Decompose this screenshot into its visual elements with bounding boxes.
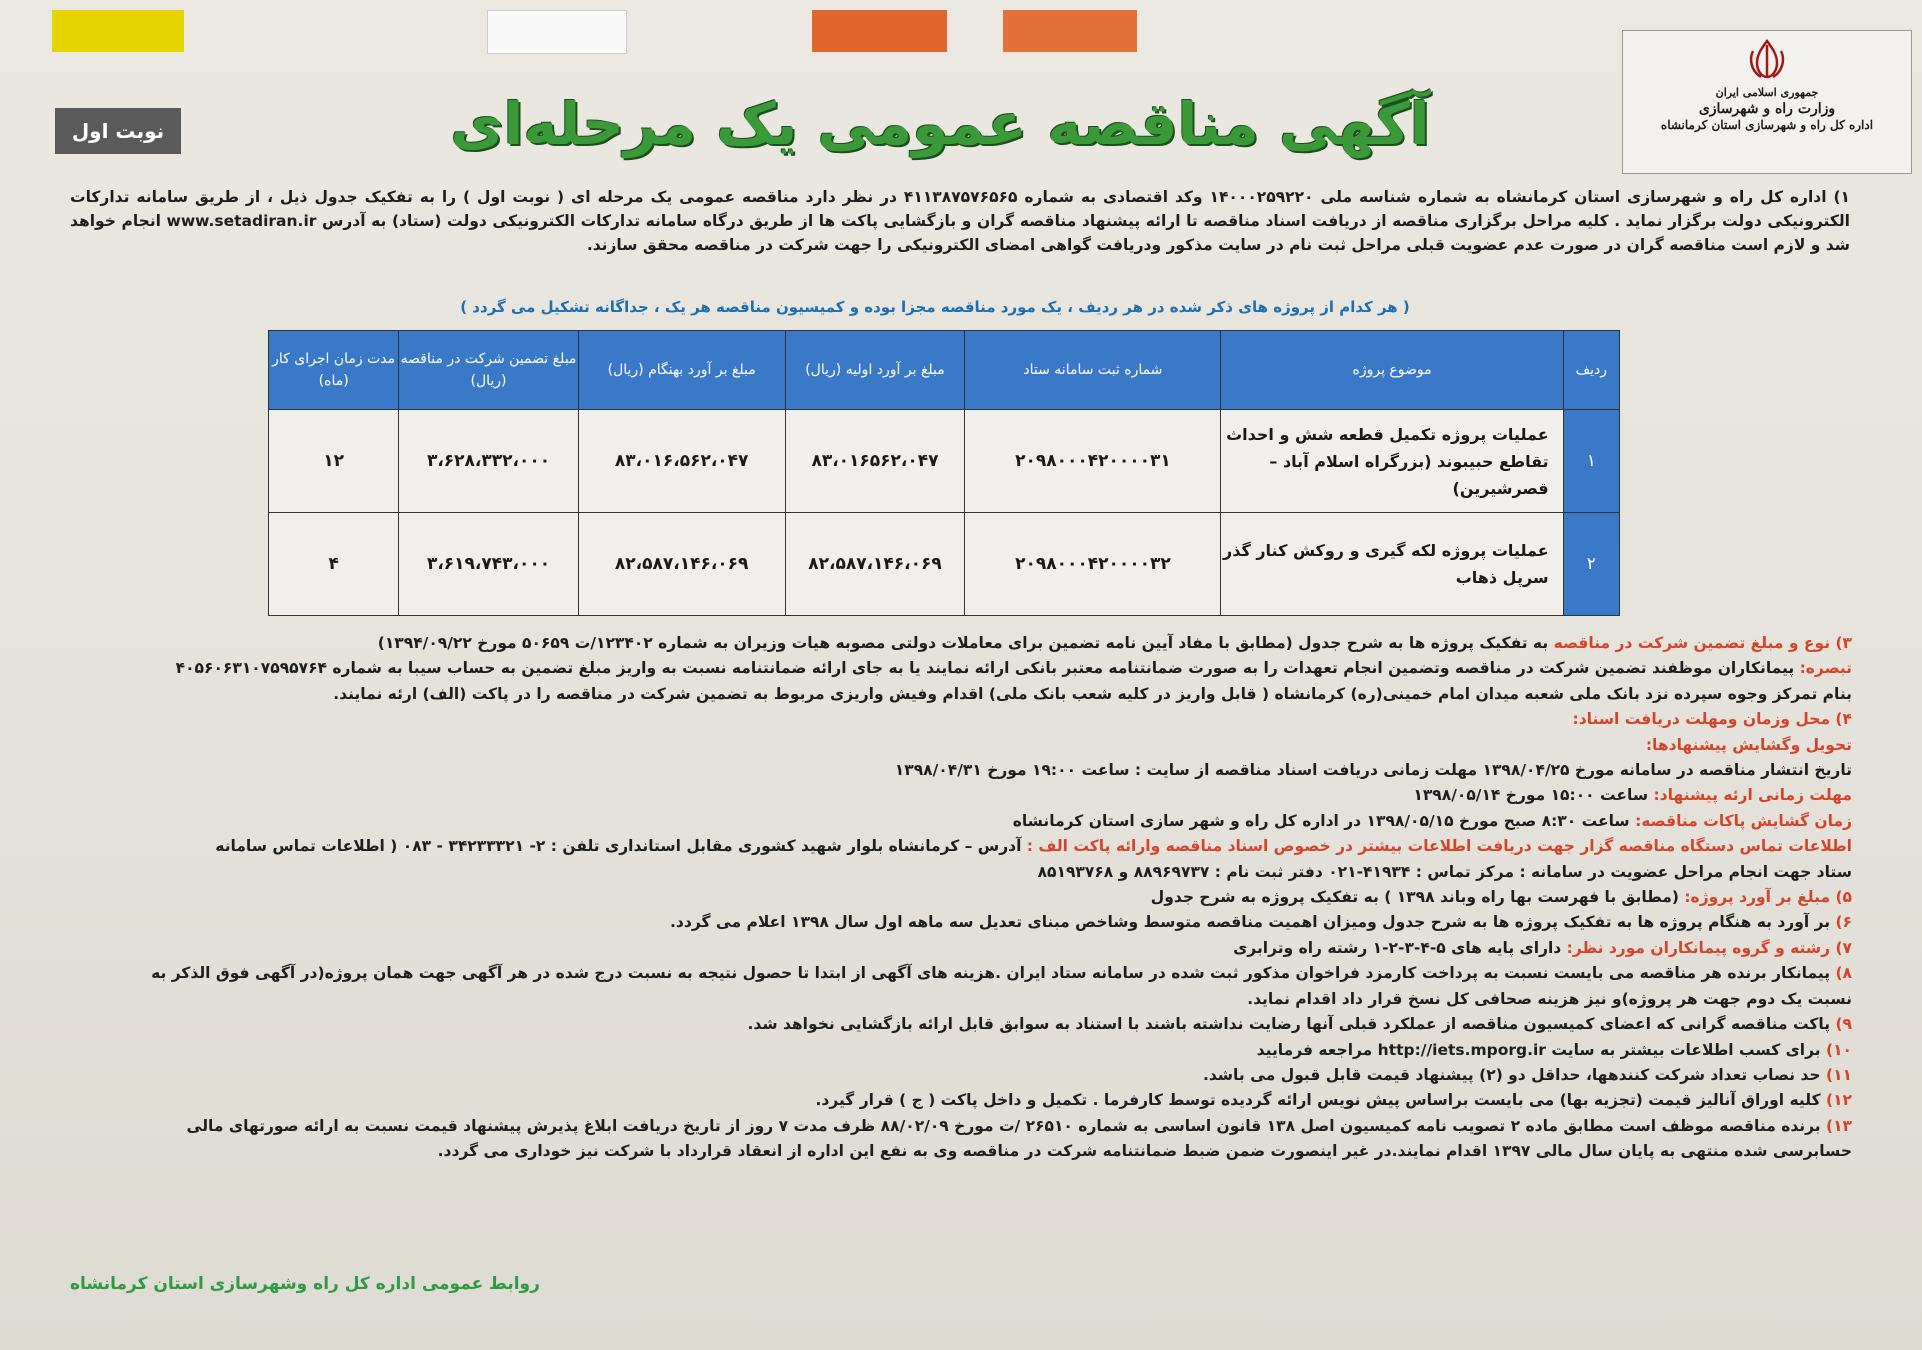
- condition-heading: ۷) رشته و گروه پیمانکاران مورد نظر:: [1566, 938, 1852, 957]
- cell-updated-estimate: ۸۲،۵۸۷،۱۴۶،۰۶۹: [578, 513, 785, 616]
- condition-line: [62, 733, 1852, 758]
- condition-line: [62, 1114, 1852, 1139]
- condition-line: [62, 758, 1852, 783]
- registration-bar-yellow: [52, 10, 184, 52]
- iran-emblem-icon: [1747, 37, 1787, 81]
- condition-line: [62, 834, 1852, 859]
- org-line-1: جمهوری اسلامی ایران: [1715, 86, 1819, 99]
- condition-line: [62, 1012, 1852, 1037]
- col-header-setad-number: شماره ثبت سامانه ستاد: [965, 331, 1221, 410]
- condition-heading: ۱۱): [1825, 1065, 1852, 1084]
- condition-heading: ۱۰): [1825, 1040, 1852, 1059]
- condition-heading: زمان گشایش پاکات مناقصه:: [1635, 811, 1852, 830]
- condition-text: حسابرسی شده منتهی به پایان سال مالی ۱۳۹۷ اقدام نمایند.در غیر اینصورت ضمن ضبط ضمانتنامه شرکت در مناقصه وی به نفع این اداره از انعقاد قرارداد با شرکت نیز خوداری می گردد.: [437, 1142, 1852, 1161]
- cell-initial-estimate: ۸۳،۰۱۶۵۶۲،۰۴۷: [785, 410, 965, 513]
- condition-heading: اطلاعات تماس دستگاه مناقصه گزار جهت دریافت اطلاعات بیشتر در خصوص اسناد مناقصه وارائه پاکت الف :: [1026, 837, 1852, 856]
- condition-line: [62, 1088, 1852, 1113]
- condition-line: [62, 987, 1852, 1012]
- org-line-2: وزارت راه و شهرسازی: [1698, 101, 1836, 117]
- col-header-initial-estimate: مبلغ بر آورد اولیه (ریال): [785, 331, 965, 410]
- condition-text: پاکت مناقصه گرانی که اعضای کمیسیون مناقصه از عملکرد قبلی آنها رضایت نداشته باشند با استناد به سوابق قابل ارائه بازگشایی نخواهد شد.: [747, 1015, 1836, 1034]
- condition-text: تاریخ انتشار مناقصه در سامانه مورخ ۱۳۹۸/۰۴/۲۵ مهلت زمانی دریافت اسناد مناقصه از سایت : ساعت ۱۹:۰۰ مورخ ۱۳۹۸/۰۴/۳۱: [894, 761, 1852, 780]
- round-badge: نوبت اول: [55, 108, 181, 154]
- table-row: [269, 410, 1620, 513]
- condition-heading: ۱۲): [1825, 1091, 1852, 1110]
- cell-row-number: ۱: [1563, 410, 1619, 513]
- condition-text: ساعت ۱۵:۰۰ مورخ ۱۳۹۸/۰۵/۱۴: [1413, 786, 1654, 805]
- table-note: ( هر کدام از پروژه های ذکر شده در هر ردیف ، یک مورد مناقصه مجزا بوده و کمیسیون مناقصه هر یک ، جداگانه تشکیل می گردد ): [460, 298, 1410, 316]
- condition-heading: ۶): [1835, 913, 1852, 932]
- condition-heading: ۸): [1835, 964, 1852, 983]
- cell-setad-number: ۲۰۹۸۰۰۰۴۲۰۰۰۰۳۲: [965, 513, 1221, 616]
- col-header-duration: مدت زمان اجرای کار (ماه): [269, 331, 399, 410]
- condition-text: حد نصاب تعداد شرکت کنندهها، حداقل دو (۲) پیشنهاد قیمت قابل قبول می باشد.: [1202, 1065, 1826, 1084]
- col-header-row-number: ردیف: [1563, 331, 1619, 410]
- condition-text: ستاد جهت انجام مراحل عضویت در سامانه : مرکز تماس : ۴۱۹۳۴-۰۲۱ دفتر ثبت نام : ۸۸۹۶۹۷۳۷ و ۸۵۱۹۳۷۶۸: [1037, 862, 1852, 881]
- condition-text: به تفکیک پروژه ها به شرح جدول (مطابق با مفاد آیین نامه تضمین برای معاملات دولتی مصوبه هیات وزیران به شماره ۱۲۳۴۰۲/ت ۵۰۶۵۹ مورخ ۱۳۹۴/۰۹/۲۲): [377, 634, 1554, 652]
- condition-line: [62, 1038, 1852, 1063]
- condition-line: [62, 631, 1852, 656]
- condition-text: ساعت ۸:۳۰ صبح مورخ ۱۳۹۸/۰۵/۱۵ در اداره کل راه و شهر سازی استان کرمانشاه: [1012, 811, 1636, 830]
- registration-bar-white: [487, 10, 627, 54]
- org-line-3: اداره کل راه و شهرسازی استان کرمانشاه: [1660, 118, 1874, 132]
- condition-line: [62, 936, 1852, 961]
- cell-subject: عملیات پروژه لکه گیری و روکش کنار گذر سرپل ذهاب: [1221, 513, 1563, 616]
- condition-text: پیمانکار برنده هر مناقصه می بایست نسبت به پرداخت کارمزد فراخوان مذکور ثبت شده در سامانه ستاد ایران .هزینه های آگهی از ابتدا تا حصول نتیجه به نسبت درج شده در هر آگهی جهت همان پروژه(در آگهی فوق الذکر به: [151, 964, 1836, 983]
- cell-setad-number: ۲۰۹۸۰۰۰۴۲۰۰۰۰۳۱: [965, 410, 1221, 513]
- col-header-guarantee: مبلغ تضمین شرکت در مناقصه (ریال): [399, 331, 578, 410]
- condition-heading: ۹): [1835, 1015, 1852, 1034]
- condition-line: [62, 910, 1852, 935]
- condition-text: بر آورد به هنگام پروژه ها به تفکیک پروژه ها به شرح جدول ومیزان اهمیت مناقصه متوسط وشاخص مبنای تعدیل سه ماهه اول سال ۱۳۹۸ اعلام می گردد.: [670, 913, 1836, 932]
- intro-paragraph: ۱) اداره کل راه و شهرسازی استان کرمانشاه به شماره شناسه ملی ۱۴۰۰۰۲۵۹۲۲۰ وکد اقتصادی به شماره ۴۱۱۳۸۷۵۷۶۵۶۵ در نظر دارد مناقصه عمومی یک مرحله ای ( نوبت اول ) را به تفکیک جدول ذیل ، از طریق سامانه تدارکات الکترونیکی دولت برگزار نماید . کلیه مراحل برگزاری مناقصه از دریافت اسناد مناقصه تا ارائه پیشنهاد مناقصه گران و بازگشایی پاکت ها از طریق درگاه سامانه تدارکات الکترونیکی دولت (ستاد) به آدرس www.setadiran.ir انجام خواهد شد و لازم است مناقصه گران در صورت عدم عضویت قبلی مراحل ثبت نام در سایت مذکور ودریافت گواهی امضای الکترونیکی را جهت شرکت در مناقصه محقق سازند.: [70, 188, 1851, 254]
- cell-duration: ۱۲: [269, 410, 399, 513]
- condition-line: [62, 961, 1852, 986]
- ministry-logo-box: [1622, 30, 1912, 174]
- condition-line: [62, 682, 1852, 707]
- condition-heading: تبصره:: [1799, 659, 1852, 678]
- cell-initial-estimate: ۸۲،۵۸۷،۱۴۶،۰۶۹: [785, 513, 965, 616]
- condition-text: بنام تمرکز وجوه سپرده نزد بانک ملی شعبه میدان امام خمینی(ره) کرمانشاه ( قابل واریز در کلیه شعب بانک ملی) اقدام وفیش واریزی مربوط به تضمین شرکت در مناقصه را در پاکت (الف) ارئه نمایند.: [333, 684, 1852, 703]
- tender-table: [268, 330, 1620, 616]
- condition-text: برای کسب اطلاعات بیشتر به سایت http://iets.mporg.ir مراجعه فرمایید: [1256, 1040, 1826, 1059]
- public-relations-footer: روابط عمومی اداره کل راه وشهرسازی استان کرمانشاه: [70, 1274, 540, 1294]
- table-header-row: [269, 331, 1620, 410]
- condition-text: آدرس – کرمانشاه بلوار شهید کشوری مقابل استانداری تلفن : ۲- ۳۴۲۳۳۳۲۱ - ۰۸۳ ( اطلاعات تماس سامانه: [215, 837, 1027, 856]
- condition-text: پیمانکاران موظفند تضمین شرکت در مناقصه وتضمین انجام تعهدات را به صورت ضمانتنامه معتبر بانکی ارائه نمایند یا به جای ارائه ضمانتنامه نسبت به واریز مبلغ تضمین به حساب سیبا به شماره ۴۰۵۶۰۶۳۱۰۷۵۹۵۷۶۴: [175, 659, 1800, 678]
- cell-guarantee: ۳،۶۱۹،۷۴۳،۰۰۰: [399, 513, 578, 616]
- condition-heading: ۵) مبلغ بر آورد پروژه:: [1684, 888, 1852, 907]
- col-header-updated-estimate: مبلغ بر آورد بهنگام (ریال): [578, 331, 785, 410]
- condition-line: [62, 707, 1852, 732]
- condition-line: [62, 1063, 1852, 1088]
- condition-line: [62, 783, 1852, 808]
- cell-subject: عملیات پروژه تکمیل قطعه شش و احداث تقاطع حبیبوند (بزرگراه اسلام آباد – قصرشیرین): [1221, 410, 1563, 513]
- condition-heading: مهلت زمانی ارئه پیشنهاد:: [1653, 786, 1852, 805]
- condition-heading: تحویل وگشایش پیشنهادها:: [1645, 735, 1852, 754]
- condition-line: [62, 656, 1852, 681]
- table-row: [269, 513, 1620, 616]
- condition-heading: ۴) محل وزمان ومهلت دریافت اسناد:: [1572, 710, 1852, 729]
- condition-text: کلیه اوراق آنالیز قیمت (تجزیه بها) می بایست براساس پیش نویس ارائه گردیده توسط کارفرما . تکمیل و داخل پاکت ( ج ) قرار گیرد.: [815, 1091, 1826, 1110]
- condition-line: [62, 809, 1852, 834]
- condition-text: نسبت یک دوم جهت هر پروژه)و نیز هزینه صحافی کل نسخ قرار داد اقدام نماید.: [1247, 989, 1852, 1008]
- condition-text: برنده مناقصه موظف است مطابق ماده ۲ تصویب نامه کمیسیون اصل ۱۳۸ قانون اساسی به شماره ۲۶۵۱۰ /ت مورخ ۸۸/۰۲/۰۹ ظرف مدت ۷ روز از تاریخ دریافت ابلاغ پذیرش پیشنهاد قیمت نسبت به ارائه صورتهای مالی: [186, 1116, 1826, 1135]
- col-header-subject: موضوع پروژه: [1221, 331, 1563, 410]
- condition-heading: ۳) نوع و مبلغ تضمین شرکت در مناقصه: [1553, 634, 1852, 652]
- cell-duration: ۴: [269, 513, 399, 616]
- cell-guarantee: ۳،۶۲۸،۳۳۲،۰۰۰: [399, 410, 578, 513]
- condition-line: [62, 1139, 1852, 1164]
- registration-bar-orange: [812, 10, 947, 52]
- condition-line: [62, 860, 1852, 885]
- cell-row-number: ۲: [1563, 513, 1619, 616]
- page-title: آگهی مناقصه عمومی یک مرحله‌ای: [450, 90, 1430, 158]
- conditions-section: [62, 631, 1852, 1165]
- cell-updated-estimate: ۸۳،۰۱۶،۵۶۲،۰۴۷: [578, 410, 785, 513]
- condition-text: دارای پایه های ۵-۴-۳-۲-۱ رشته راه وترابری: [1233, 938, 1567, 957]
- condition-text: (مطابق با فهرست بها راه وباند ۱۳۹۸ ) به تفکیک پروژه به شرح جدول: [1150, 888, 1685, 907]
- registration-bar-orange-2: [1003, 10, 1137, 52]
- condition-line: [62, 885, 1852, 910]
- condition-heading: ۱۳): [1825, 1116, 1852, 1135]
